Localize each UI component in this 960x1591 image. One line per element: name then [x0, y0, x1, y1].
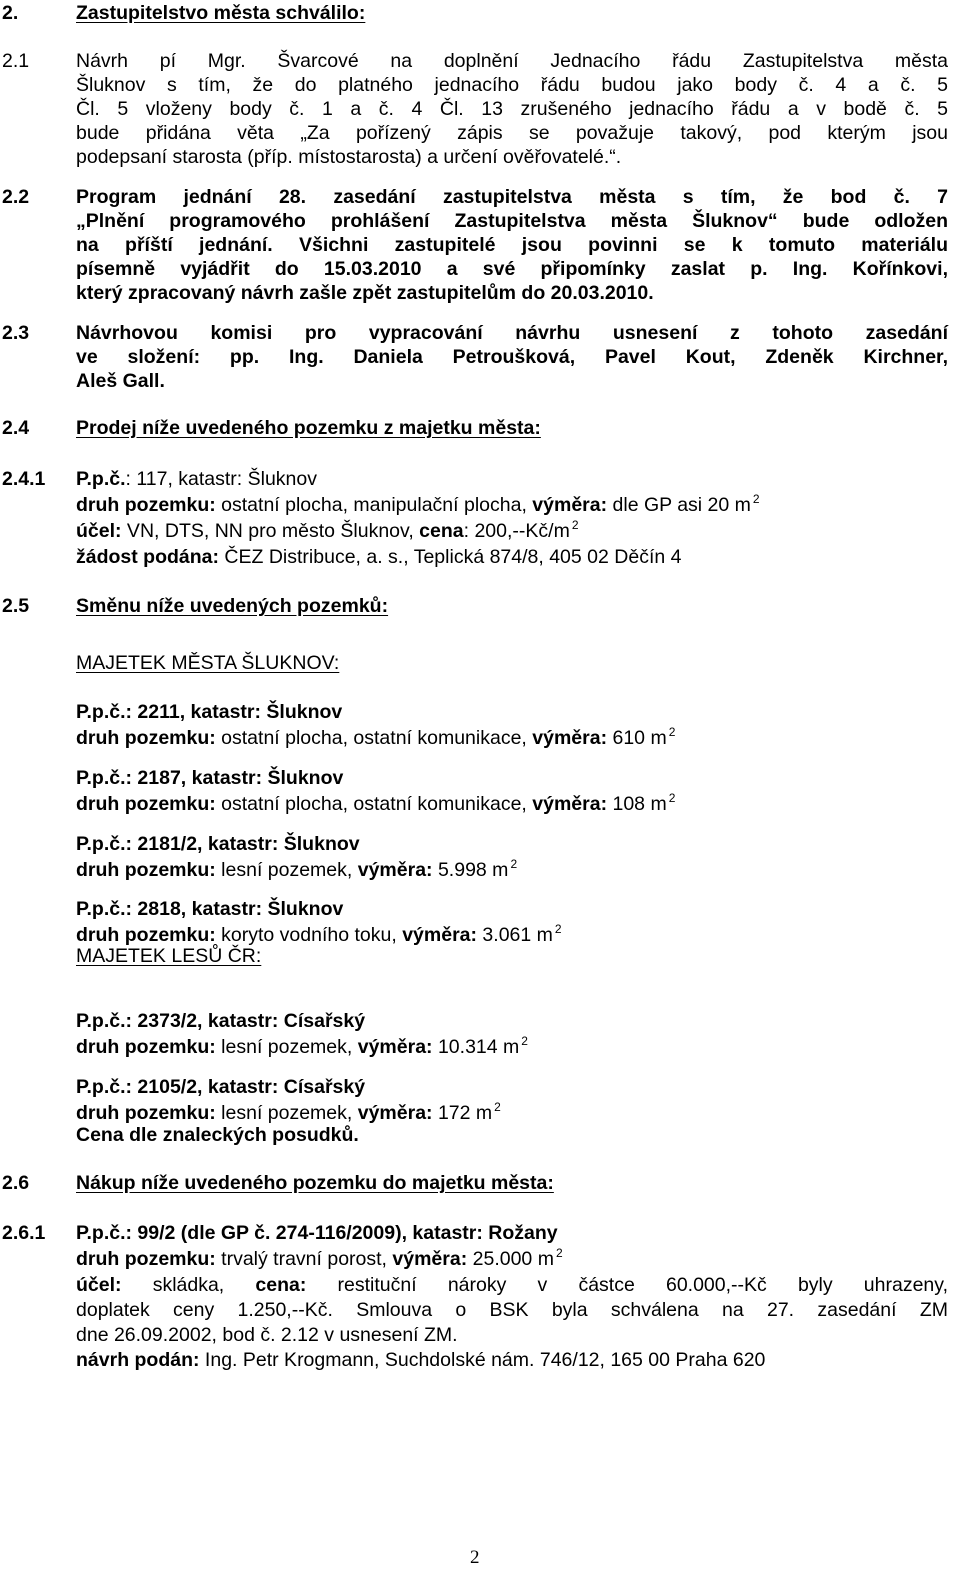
section-title: Prodej níže uvedeného pozemku z majetku města:	[76, 417, 541, 439]
text-line: Šluknov s tím, že do platného jednacího řádu budou jako body č. 4 a č. 5	[76, 74, 948, 96]
section-title: Směnu níže uvedených pozemků:	[76, 595, 389, 617]
price-note: Cena dle znaleckých posudků.	[76, 1124, 359, 1146]
text-line: podepsaní starosta (příp. místostarosta) a určení ověřovatelé.“.	[76, 146, 622, 168]
section-number: 2.	[2, 2, 19, 24]
item-number: 2.3	[2, 322, 30, 344]
land-type-line: druh pozemku: ostatní plocha, ostatní komunikace, výměra: 108 m $^2$	[76, 791, 676, 815]
parcel-line: P.p.č.: 2373/2, katastr: Císařský	[76, 1010, 366, 1032]
land-type-line: druh pozemku: lesní pozemek, výměra: 5.998 m $^2$	[76, 857, 518, 881]
applicant-line: žádost podána: ČEZ Distribuce, a. s., Teplická 874/8, 405 02 Děčín 4	[76, 546, 682, 568]
page-number: 2	[470, 1547, 480, 1568]
text-line: písemně vyjádřit do 15.03.2010 a své připomínky zaslat p. Ing. Kořínkovi,	[76, 258, 948, 280]
proposer-line: návrh podán: Ing. Petr Krogmann, Suchdolské nám. 746/12, 165 00 Praha 620	[76, 1349, 766, 1371]
text-line: „Plnění programového prohlášení Zastupitelstva města Šluknov“ bude odložen	[76, 210, 948, 232]
parcel-line: P.p.č.: 2211, katastr: Šluknov	[76, 701, 343, 723]
text-line: Aleš Gall.	[76, 370, 165, 392]
text-line: který zpracovaný návrh zašle zpět zastupitelům do 20.03.2010.	[76, 282, 654, 304]
parcel-line: P.p.č.: 117, katastr: Šluknov	[76, 468, 318, 490]
parcel-line: P.p.č.: 2105/2, katastr: Císařský	[76, 1076, 366, 1098]
text-line: Návrh pí Mgr. Švarcové na doplnění Jednacího řádu Zastupitelstva města	[76, 50, 948, 72]
text-line: Čl. 5 vloženy body č. 1 a č. 4 Čl. 13 zrušeného jednacího řádu a v bodě č. 5	[76, 98, 948, 120]
item-number: 2.6	[2, 1172, 30, 1194]
section-title: Zastupitelstvo města schválilo:	[76, 2, 366, 24]
text-line: dne 26.09.2002, bod č. 2.12 v usnesení ZM.	[76, 1324, 458, 1346]
parcel-line: P.p.č.: 2181/2, katastr: Šluknov	[76, 833, 360, 855]
land-type-line: druh pozemku: koryto vodního toku, výměra: 3.061 m $^2$	[76, 922, 562, 946]
purpose-line: účel: VN, DTS, NN pro město Šluknov, cena: 200,--Kč/m $^2$	[76, 518, 579, 542]
land-type-line: druh pozemku: lesní pozemek, výměra: 10.314 m $^2$	[76, 1034, 528, 1058]
item-number: 2.4	[2, 417, 30, 439]
parcel-line: P.p.č.: 2187, katastr: Šluknov	[76, 767, 344, 789]
text-line: Program jednání 28. zasedání zastupitelstva města s tím, že bod č. 7	[76, 186, 948, 208]
subheading-town-property: MAJETEK MĚSTA ŠLUKNOV:	[76, 652, 340, 674]
item-number: 2.4.1	[2, 468, 46, 490]
parcel-line: P.p.č.: 99/2 (dle GP č. 274-116/2009), katastr: Rožany	[76, 1222, 558, 1244]
land-type-line: druh pozemku: trvalý travní porost, výměra: 25.000 m $^2$	[76, 1246, 563, 1270]
text-line: Návrhovou komisi pro vypracování návrhu usnesení z tohoto zasedání	[76, 322, 948, 344]
item-number: 2.2	[2, 186, 30, 208]
section-title: Nákup níže uvedeného pozemku do majetku města:	[76, 1172, 554, 1194]
text-line: doplatek ceny 1.250,--Kč. Smlouva o BSK byla schválena na 27. zasedání ZM	[76, 1299, 948, 1321]
item-number: 2.5	[2, 595, 30, 617]
subheading-forest-property: MAJETEK LESŮ ČR:	[76, 945, 262, 967]
parcel-line: P.p.č.: 2818, katastr: Šluknov	[76, 898, 344, 920]
text-line: na příští jednání. Všichni zastupitelé jsou povinni se k tomuto materiálu	[76, 234, 948, 256]
purpose-line: účel: skládka, cena: restituční nároky v částce 60.000,--Kč byly uhrazeny,	[76, 1274, 948, 1296]
text-line: bude přidána věta „Za pořízený zápis se považuje takový, pod kterým jsou	[76, 122, 948, 144]
land-type-line: druh pozemku: ostatní plocha, manipulační plocha, výměra: dle GP asi 20 m $^2$	[76, 492, 760, 516]
item-number: 2.6.1	[2, 1222, 46, 1244]
text-line: ve složení: pp. Ing. Daniela Petroušková, Pavel Kout, Zdeněk Kirchner,	[76, 346, 948, 368]
land-type-line: druh pozemku: lesní pozemek, výměra: 172 m $^2$	[76, 1100, 501, 1124]
land-type-line: druh pozemku: ostatní plocha, ostatní komunikace, výměra: 610 m $^2$	[76, 725, 676, 749]
item-number: 2.1	[2, 50, 30, 72]
